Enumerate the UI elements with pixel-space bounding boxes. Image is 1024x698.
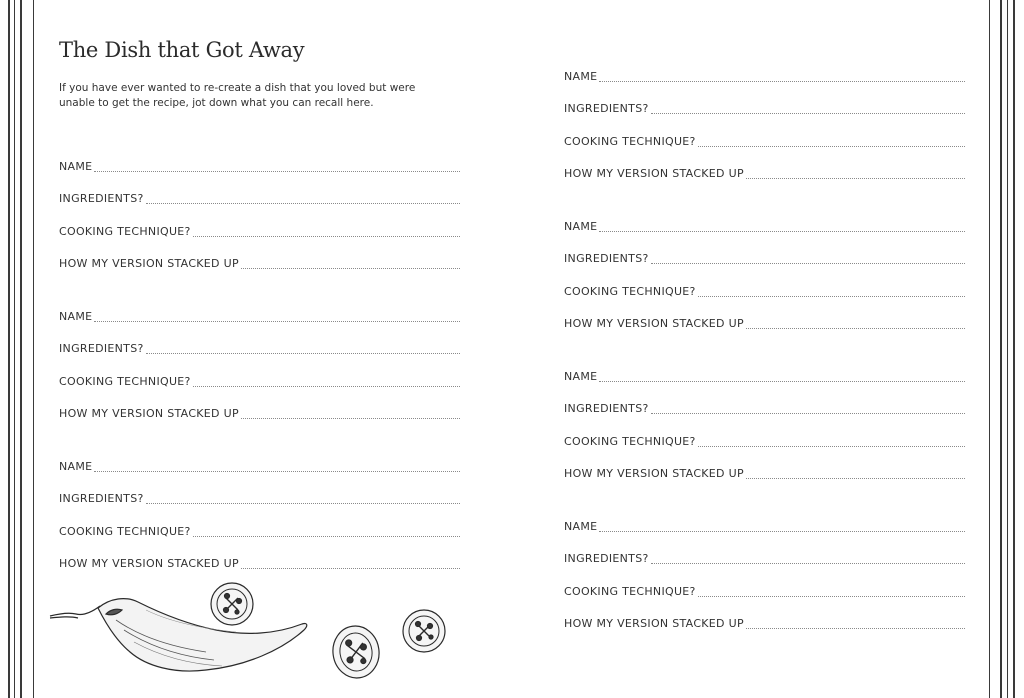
version-write-line[interactable] (241, 567, 460, 569)
name-label: NAME (59, 459, 93, 473)
name-label: NAME (564, 369, 598, 383)
version-label: HOW MY VERSION STACKED UP (564, 317, 744, 330)
left-entries (59, 140, 460, 590)
version-field[interactable] (59, 238, 460, 271)
technique-field[interactable] (59, 505, 460, 538)
technique-write-line[interactable] (698, 145, 965, 147)
ingredients-label: INGREDIENTS? (564, 402, 649, 415)
name-field[interactable] (564, 50, 965, 83)
name-label: NAME (59, 159, 93, 173)
technique-write-line[interactable] (193, 235, 460, 237)
technique-label: COOKING TECHNIQUE? (59, 374, 191, 388)
technique-field[interactable] (564, 565, 965, 598)
ingredients-field[interactable] (564, 533, 965, 566)
page-border-left-mid (14, 0, 15, 698)
page-title: The Dish that Got Away (59, 38, 305, 62)
dish-entry (564, 50, 965, 200)
name-write-line[interactable] (599, 380, 965, 382)
page-border-right-mid (1007, 0, 1008, 698)
ingredients-label: INGREDIENTS? (59, 492, 144, 505)
technique-label: COOKING TECHNIQUE? (564, 434, 696, 448)
dish-entry (564, 200, 965, 350)
name-field[interactable] (564, 350, 965, 383)
page-border-left-outer (8, 0, 10, 698)
name-label: NAME (59, 309, 93, 323)
version-label: HOW MY VERSION STACKED UP (59, 257, 239, 270)
name-write-line[interactable] (599, 80, 965, 82)
technique-label: COOKING TECHNIQUE? (564, 134, 696, 148)
ingredients-field[interactable] (564, 83, 965, 116)
version-write-line[interactable] (746, 477, 965, 479)
ingredients-write-line[interactable] (651, 562, 965, 564)
left-page (36, 0, 506, 698)
technique-field[interactable] (59, 205, 460, 238)
dish-entry (564, 500, 965, 650)
ingredients-label: INGREDIENTS? (59, 342, 144, 355)
dish-entry (564, 350, 965, 500)
version-write-line[interactable] (241, 417, 460, 419)
version-field[interactable] (59, 388, 460, 421)
technique-write-line[interactable] (698, 295, 965, 297)
version-label: HOW MY VERSION STACKED UP (564, 467, 744, 480)
technique-label: COOKING TECHNIQUE? (59, 524, 191, 538)
ingredients-write-line[interactable] (146, 502, 460, 504)
name-write-line[interactable] (94, 320, 460, 322)
sliced-pepper-icon (330, 623, 383, 681)
page-border-right-outer (1013, 0, 1015, 698)
name-label: NAME (564, 219, 598, 233)
name-write-line[interactable] (599, 230, 965, 232)
version-write-line[interactable] (746, 627, 965, 629)
ingredients-label: INGREDIENTS? (59, 192, 144, 205)
name-write-line[interactable] (94, 170, 460, 172)
page-border-left-inner (20, 0, 22, 698)
technique-field[interactable] (564, 115, 965, 148)
name-write-line[interactable] (599, 530, 965, 532)
chili-pepper-icon (50, 599, 307, 671)
ingredients-field[interactable] (59, 473, 460, 506)
right-entries (564, 50, 965, 650)
dish-entry (59, 440, 460, 590)
ingredients-label: INGREDIENTS? (564, 552, 649, 565)
dish-entry (59, 140, 460, 290)
technique-label: COOKING TECHNIQUE? (564, 584, 696, 598)
ingredients-label: INGREDIENTS? (564, 102, 649, 115)
version-field[interactable] (564, 598, 965, 631)
ingredients-write-line[interactable] (146, 202, 460, 204)
version-label: HOW MY VERSION STACKED UP (564, 167, 744, 180)
page-border-right-inner (1000, 0, 1002, 698)
technique-field[interactable] (564, 415, 965, 448)
name-label: NAME (564, 69, 598, 83)
version-field[interactable] (59, 538, 460, 571)
technique-label: COOKING TECHNIQUE? (564, 284, 696, 298)
ingredients-field[interactable] (564, 383, 965, 416)
technique-label: COOKING TECHNIQUE? (59, 224, 191, 238)
name-field[interactable] (59, 140, 460, 173)
ingredients-write-line[interactable] (651, 112, 965, 114)
pepper-illustration (46, 570, 466, 690)
version-field[interactable] (564, 448, 965, 481)
page-border-left-edge (33, 0, 34, 698)
sliced-pepper-icon (403, 610, 445, 652)
name-field[interactable] (59, 290, 460, 323)
intro-text: If you have ever wanted to re-create a dish that you loved but were unable to get the recipe, jot down what you can recall here. (59, 81, 416, 109)
technique-write-line[interactable] (193, 535, 460, 537)
technique-field[interactable] (59, 355, 460, 388)
version-write-line[interactable] (746, 177, 965, 179)
technique-write-line[interactable] (698, 445, 965, 447)
name-field[interactable] (564, 500, 965, 533)
version-write-line[interactable] (746, 327, 965, 329)
ingredients-write-line[interactable] (146, 352, 460, 354)
ingredients-label: INGREDIENTS? (564, 252, 649, 265)
version-write-line[interactable] (241, 267, 460, 269)
technique-field[interactable] (564, 265, 965, 298)
technique-write-line[interactable] (193, 385, 460, 387)
name-write-line[interactable] (94, 470, 460, 472)
version-label: HOW MY VERSION STACKED UP (59, 407, 239, 420)
name-field[interactable] (564, 200, 965, 233)
version-field[interactable] (564, 298, 965, 331)
name-label: NAME (564, 519, 598, 533)
ingredients-field[interactable] (564, 233, 965, 266)
name-field[interactable] (59, 440, 460, 473)
ingredients-write-line[interactable] (651, 412, 965, 414)
ingredients-write-line[interactable] (651, 262, 965, 264)
technique-write-line[interactable] (698, 595, 965, 597)
ingredients-field[interactable] (59, 323, 460, 356)
version-label: HOW MY VERSION STACKED UP (59, 557, 239, 570)
right-page (540, 0, 990, 698)
ingredients-field[interactable] (59, 173, 460, 206)
sliced-pepper-icon (211, 583, 253, 625)
version-field[interactable] (564, 148, 965, 181)
version-label: HOW MY VERSION STACKED UP (564, 617, 744, 630)
dish-entry (59, 290, 460, 440)
